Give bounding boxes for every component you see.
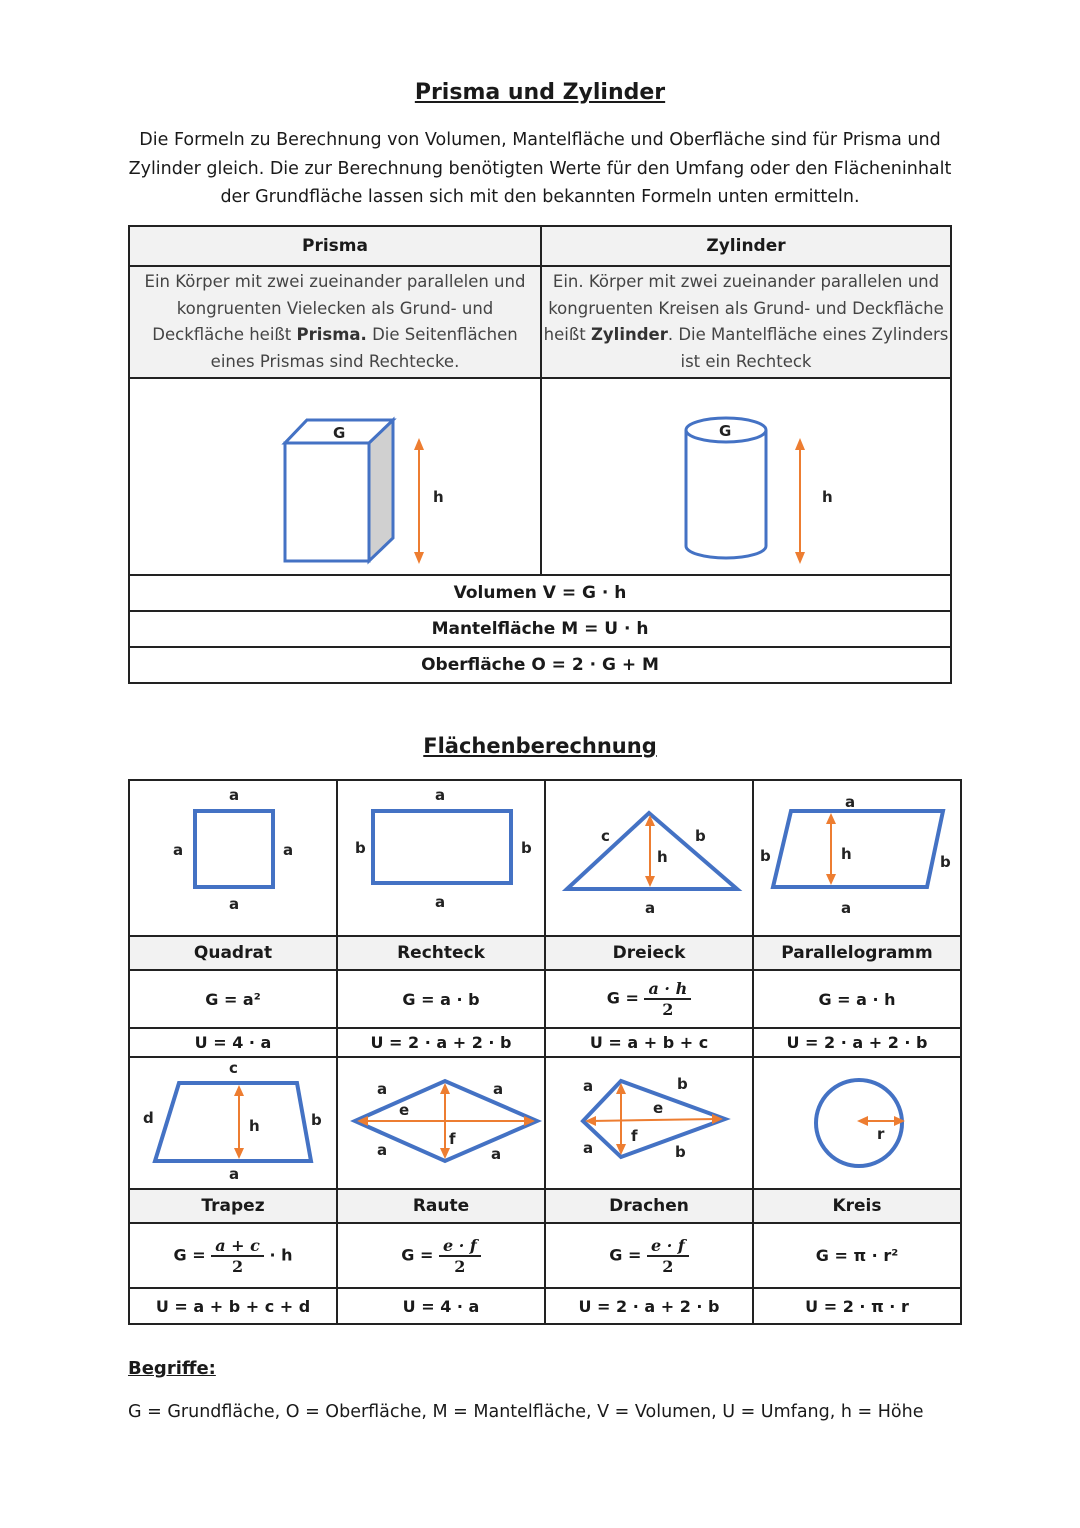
name-rechteck: Rechteck xyxy=(337,936,545,970)
section-title-flaechen: Flächenberechnung xyxy=(423,734,657,758)
svg-text:h: h xyxy=(841,845,852,863)
u-trapez: U = a + b + c + d xyxy=(129,1288,337,1324)
raute-figure-cell xyxy=(337,1057,545,1189)
drachen-figure-cell xyxy=(545,1057,753,1189)
svg-text:f: f xyxy=(631,1127,638,1145)
intro-text: Die Formeln zu Berechnung von Volumen, Mantelfläche und Oberfläche sind für Prisma und Zylinder gleich. Die zur Berechnung benötigten Werte für den Umfang oder den Flächeninhalt der Grundfläche lassen sich mit den bekannten Formeln unten ermitteln. xyxy=(128,130,952,207)
zylinder-figure-cell xyxy=(541,378,951,575)
page-title: Prisma und Zylinder xyxy=(414,80,666,105)
svg-text:c: c xyxy=(229,1059,238,1077)
svg-text:a: a xyxy=(229,786,240,804)
square-diagram xyxy=(133,783,333,933)
prisma-figure-cell xyxy=(129,378,541,575)
svg-text:a: a xyxy=(491,1145,502,1163)
formula-oberflaeche: Oberfläche O = 2 · G + M xyxy=(129,647,951,683)
svg-text:d: d xyxy=(143,1109,154,1127)
trapezoid-diagram xyxy=(133,1059,333,1187)
name-raute: Raute xyxy=(337,1189,545,1223)
triangle-diagram xyxy=(549,783,749,933)
svg-text:e: e xyxy=(653,1099,664,1117)
svg-text:a: a xyxy=(645,899,656,917)
svg-text:c: c xyxy=(601,827,610,845)
rhombus-diagram xyxy=(341,1059,541,1187)
svg-text:a: a xyxy=(173,841,184,859)
begriffe-definitions: G = Grundfläche, O = Oberfläche, M = Mantelfläche, V = Volumen, U = Umfang, h = Höhe xyxy=(128,1402,924,1422)
svg-text:r: r xyxy=(877,1125,885,1143)
rechteck-figure-cell xyxy=(337,780,545,936)
circle-diagram xyxy=(757,1059,957,1187)
svg-text:b: b xyxy=(695,827,706,845)
name-quadrat: Quadrat xyxy=(129,936,337,970)
name-dreieck: Dreieck xyxy=(545,936,753,970)
prisma-description: Ein Körper mit zwei zueinander parallelen und kongruenten Vielecken als Grund- und Deckfläche heißt Prisma. Die Seitenflächen eines Prismas sind Rechtecke. xyxy=(129,266,541,378)
trapez-figure-cell xyxy=(129,1057,337,1189)
u-kreis: U = 2 · π · r xyxy=(753,1288,961,1324)
svg-text:a: a xyxy=(493,1080,504,1098)
name-drachen: Drachen xyxy=(545,1189,753,1223)
svg-text:b: b xyxy=(521,839,532,857)
cylinder-diagram xyxy=(646,392,846,562)
svg-text:a: a xyxy=(583,1077,594,1095)
rectangle-diagram xyxy=(341,783,541,933)
svg-text:e: e xyxy=(399,1101,410,1119)
svg-text:a: a xyxy=(583,1139,594,1157)
svg-text:b: b xyxy=(940,853,951,871)
svg-text:b: b xyxy=(355,839,366,857)
u-quadrat: U = 4 · a xyxy=(129,1028,337,1057)
name-trapez: Trapez xyxy=(129,1189,337,1223)
zylinder-description: Ein. Körper mit zwei zueinander parallelen und kongruenten Kreisen als Grund- und Deckfläche heißt Zylinder. Die Mantelfläche eines Zylinders ist ein Rechteck xyxy=(541,266,951,378)
quadrat-figure-cell xyxy=(129,780,337,936)
svg-text:a: a xyxy=(435,786,446,804)
kite-diagram xyxy=(549,1059,749,1187)
svg-text:b: b xyxy=(311,1111,322,1129)
svg-text:a: a xyxy=(435,893,446,911)
g-drachen: G = $\frac{e \cdot f}{2}$ xyxy=(545,1223,753,1288)
formula-mantelflaeche: Mantelfläche M = U · h xyxy=(129,611,951,647)
parallelogramm-figure-cell xyxy=(753,780,961,936)
g-rechteck: G = a · b xyxy=(337,970,545,1028)
zylinder-label-g: G xyxy=(719,421,732,440)
svg-text:a: a xyxy=(229,895,240,913)
svg-text:a: a xyxy=(841,899,852,917)
prisma-label-g: G xyxy=(333,423,346,442)
g-trapez: G = $\frac{a + c}{2}$ · h xyxy=(129,1223,337,1288)
name-parallelogramm: Parallelogramm xyxy=(753,936,961,970)
zylinder-label-h: h xyxy=(822,487,833,506)
u-rechteck: U = 2 · a + 2 · b xyxy=(337,1028,545,1057)
prisma-label-h: h xyxy=(433,487,444,506)
svg-text:h: h xyxy=(249,1117,260,1135)
prism-diagram xyxy=(235,392,444,562)
svg-text:a: a xyxy=(377,1080,388,1098)
u-dreieck: U = a + b + c xyxy=(545,1028,753,1057)
g-quadrat: G = a² xyxy=(129,970,337,1028)
flaechen-table xyxy=(128,779,962,1325)
u-parallelogramm: U = 2 · a + 2 · b xyxy=(753,1028,961,1057)
svg-text:a: a xyxy=(377,1141,388,1159)
svg-text:b: b xyxy=(677,1075,688,1093)
u-drachen: U = 2 · a + 2 · b xyxy=(545,1288,753,1324)
parallelogram-diagram xyxy=(757,783,957,933)
name-kreis: Kreis xyxy=(753,1189,961,1223)
formula-volumen: Volumen V = G · h xyxy=(129,575,951,611)
g-raute: G = $\frac{e \cdot f}{2}$ xyxy=(337,1223,545,1288)
begriffe-heading: Begriffe: xyxy=(128,1358,216,1379)
prisma-zylinder-table xyxy=(128,225,952,684)
zylinder-header: Zylinder xyxy=(541,226,951,266)
svg-text:a: a xyxy=(283,841,294,859)
g-parallelogramm: G = a · h xyxy=(753,970,961,1028)
dreieck-figure-cell xyxy=(545,780,753,936)
svg-text:h: h xyxy=(657,848,668,866)
u-raute: U = 4 · a xyxy=(337,1288,545,1324)
svg-text:f: f xyxy=(449,1130,456,1148)
g-kreis: G = π · r² xyxy=(753,1223,961,1288)
svg-text:a: a xyxy=(845,793,856,811)
svg-text:b: b xyxy=(675,1143,686,1161)
svg-text:b: b xyxy=(760,847,771,865)
kreis-figure-cell xyxy=(753,1057,961,1189)
prisma-header: Prisma xyxy=(129,226,541,266)
svg-text:a: a xyxy=(229,1165,240,1183)
g-dreieck: G = $\frac{a \cdot h}{2}$ xyxy=(545,970,753,1028)
